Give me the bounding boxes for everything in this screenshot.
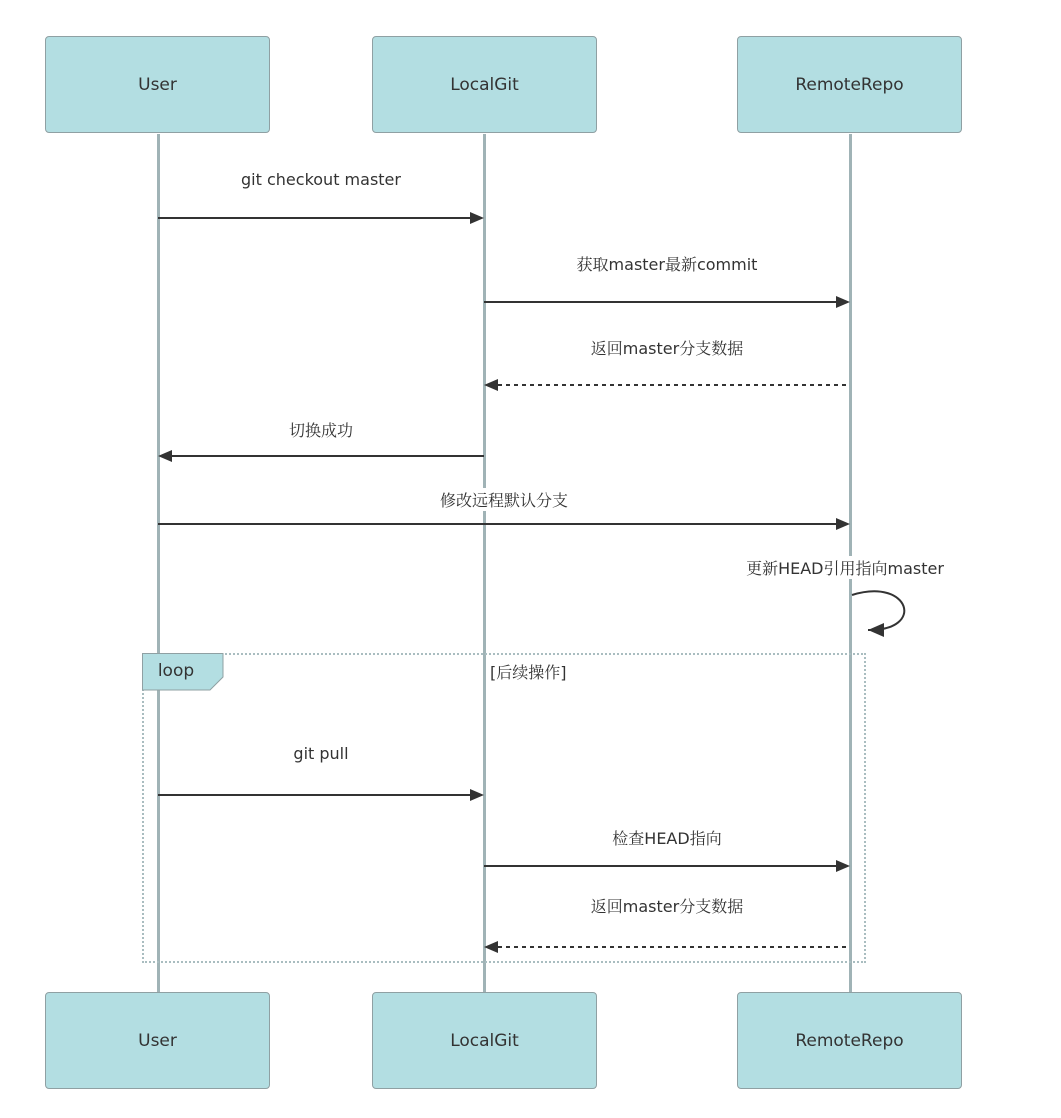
actor-label: LocalGit: [450, 1030, 519, 1051]
message-label: 返回master分支数据: [588, 894, 746, 917]
message-label: 更新HEAD引用指向master: [743, 556, 947, 579]
loop-frame: [142, 653, 866, 963]
message-label: 切换成功: [286, 418, 356, 441]
actor-box-localgit-bottom: [372, 992, 597, 1089]
actor-label: User: [138, 1030, 177, 1051]
loop-tag-label: loop: [157, 661, 195, 681]
actor-box-user-bottom: [45, 992, 270, 1089]
actor-box-remoterepo-top: [737, 36, 962, 133]
message-label: 检查HEAD指向: [609, 826, 724, 849]
message-line-dashed: [498, 384, 849, 386]
arrowhead-right-icon: [836, 860, 850, 872]
message-line-dashed: [498, 946, 849, 948]
message-line: [158, 794, 472, 796]
message-line: [172, 455, 484, 457]
self-loop-arrow-icon: [848, 585, 932, 641]
arrowhead-right-icon: [470, 789, 484, 801]
arrowhead-left-icon: [158, 450, 172, 462]
message-label: 修改远程默认分支: [437, 488, 571, 511]
message-line: [484, 301, 836, 303]
actor-label: RemoteRepo: [795, 74, 904, 95]
message-label: 获取master最新commit: [574, 252, 761, 275]
loop-condition-label: [后续操作]: [490, 663, 567, 682]
message-line: [158, 523, 838, 525]
message-line: [158, 217, 472, 219]
actor-label: RemoteRepo: [795, 1030, 904, 1051]
actor-label: User: [138, 74, 177, 95]
actor-box-localgit-top: [372, 36, 597, 133]
message-label: 返回master分支数据: [588, 336, 746, 359]
message-label: git pull: [290, 744, 351, 763]
actor-box-remoterepo-bottom: [737, 992, 962, 1089]
arrowhead-right-icon: [836, 518, 850, 530]
arrowhead-left-icon: [484, 379, 498, 391]
arrowhead-right-icon: [836, 296, 850, 308]
arrowhead-right-icon: [470, 212, 484, 224]
message-label: git checkout master: [238, 170, 404, 189]
message-line: [484, 865, 836, 867]
arrowhead-left-icon: [484, 941, 498, 953]
actor-label: LocalGit: [450, 74, 519, 95]
actor-box-user-top: [45, 36, 270, 133]
